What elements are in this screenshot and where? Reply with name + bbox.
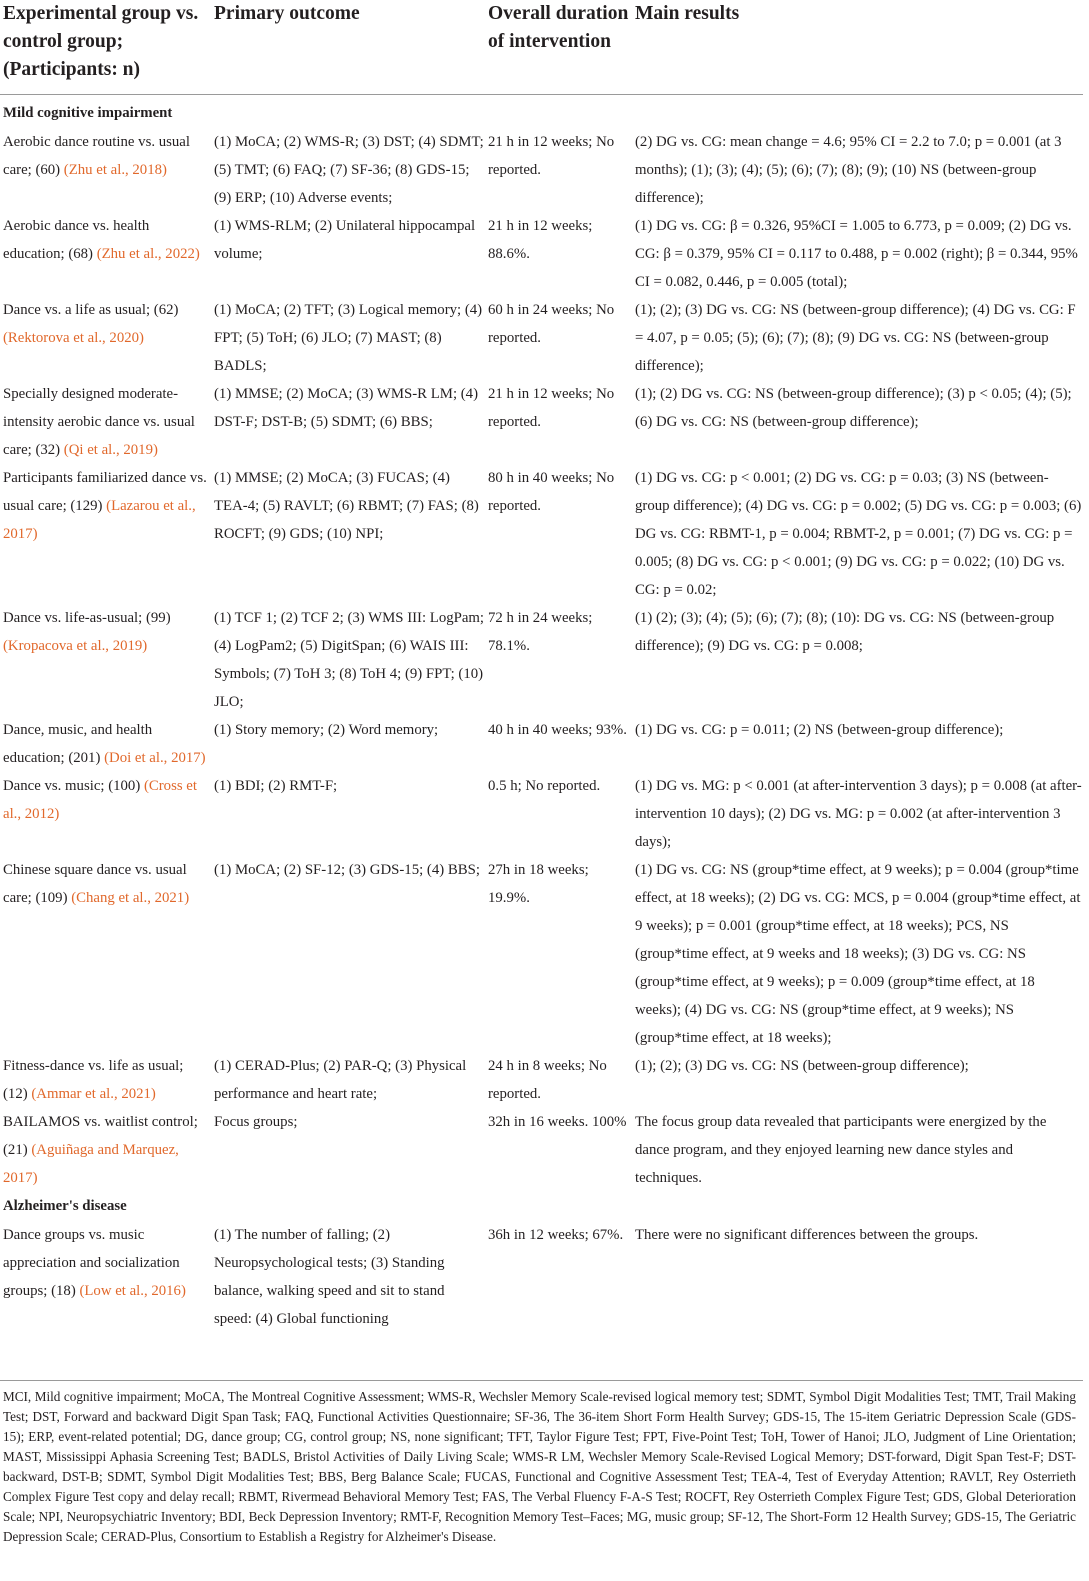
table-row bbox=[0, 1052, 1083, 1108]
table-divider bbox=[0, 1380, 1083, 1381]
cell-group bbox=[0, 464, 211, 604]
cell-outcome: (1) MoCA; (2) WMS-R; (3) DST; (4) SDMT; (5) TMT; (6) FAQ; (7) SF-36; (8) GDS-15; (9) ERP; (10) Adverse events; bbox=[214, 134, 484, 206]
cell-duration: 72 h in 24 weeks; 78.1%. bbox=[488, 610, 593, 654]
group-text: Participants familiarized dance vs. usual care; (129) bbox=[3, 470, 207, 514]
citation-link[interactable]: (Doi et al., 2017) bbox=[104, 750, 206, 766]
table-row bbox=[0, 128, 1083, 212]
citation-link[interactable]: (Zhu et al., 2018) bbox=[63, 162, 167, 178]
table-footnote: MCI, Mild cognitive impairment; MoCA, The Montreal Cognitive Assessment; WMS-R, Wechsler Memory Scale-revised logical memory test; SDMT, Symbol Digit Modalities Test; TMT, Trail Making Test; DST, Forward and backward Digit Span Task; FAQ, Functional Activities Questionnaire; SF-36, The 36-item Short Form Health Survey; GDS-15, The 15-item Geriatric Depression Scale (GDS-15); ERP, event-related potential; DG, dance group; CG, control group; NS, none significant; TFT, Taylor Figure Test; FPT, Five-Point Test; ToH, Tower of Hanoi; JLO, Judgment of Line Orientation; MAST, Mississippi Aphasia Screening Test; BADLS, Bristol Activities of Daily Living Scale; WMS-R LM, Wechsler Memory Scale-Revised Logical Memory; DST-forward, Digit Span Test-F; DST-backward, DST-B; SDMT, Symbol Digit Modalities Test; BBS, Berg Balance Scale; FUCAS, Functional and Cognitive Assessment Test; TEA-4, Test of Everyday Attention; RAVLT, Rey Osterrieth Complex Figure Test copy and delay recall; RBMT, Rivermead Behavioral Memory Test; FAS, The Verbal Fluency F-A-S Test; ROCFT, Rey Osterrieth Complex Figure Test; GDS, Global Deterioration Scale; NPI, Neuropsychiatric Inventory; BDI, Beck Depression Inventory; RMT-F, Recognition Memory Test–Faces; MG, music group; SF-12, The Short-Form 12 Health Survey; GDS-15, The Geriatric Depression Scale; CERAD-Plus, Consortium to Establish a Registry for Alzheimer's Disease. bbox=[3, 1389, 1076, 1544]
cell-duration: 0.5 h; No reported. bbox=[488, 778, 601, 794]
cell-outcome: (1) MoCA; (2) TFT; (3) Logical memory; (4) FPT; (5) ToH; (6) JLO; (7) MAST; (8) BADLS; bbox=[214, 302, 483, 374]
cell-outcome: (1) Story memory; (2) Word memory; bbox=[214, 722, 439, 738]
citation-link[interactable]: (Chang et al., 2021) bbox=[71, 890, 190, 906]
cell-duration: 21 h in 12 weeks; 88.6%. bbox=[488, 218, 593, 262]
cell-results: (1) DG vs. CG: p < 0.001; (2) DG vs. CG: p = 0.03; (3) NS (between-group difference); (4) DG vs. CG: p = 0.002; (5) DG vs. CG: p = 0.003; (6) DG vs. CG: RBMT-1, p = 0.004; RBMT-2, p = 0.001; (7) DG vs. CG: p = 0.005; (8) DG vs. CG: p < 0.001; (9) DG vs. CG: p = 0.022; (10) DG vs. CG: p = 0.02; bbox=[635, 470, 1082, 598]
table-row bbox=[0, 856, 1083, 1052]
section-row bbox=[0, 1192, 1083, 1221]
cell-group bbox=[0, 856, 211, 1052]
cell-results: There were no significant differences between the groups. bbox=[635, 1227, 979, 1243]
citation-link[interactable]: (Rektorova et al., 2020) bbox=[3, 330, 144, 346]
table-row bbox=[0, 296, 1083, 380]
cell-duration: 21 h in 12 weeks; No reported. bbox=[488, 134, 615, 178]
cell-group bbox=[0, 604, 211, 716]
citation-link[interactable]: (Lazarou et al., 2017) bbox=[3, 498, 196, 542]
section-row bbox=[0, 95, 1083, 129]
group-text: Dance vs. a life as usual; (62) bbox=[3, 302, 179, 318]
table-row bbox=[0, 380, 1083, 464]
cell-duration: 24 h in 8 weeks; No reported. bbox=[488, 1058, 607, 1102]
cell-group bbox=[0, 772, 211, 856]
cell-group bbox=[0, 212, 211, 296]
cell-duration: 21 h in 12 weeks; No reported. bbox=[488, 386, 615, 430]
cell-results: (1) (2); (3); (4); (5); (6); (7); (8); (10): DG vs. CG: NS (between-group difference); (9) DG vs. CG: p = 0.008; bbox=[635, 610, 1055, 654]
cell-outcome: (1) MMSE; (2) MoCA; (3) WMS-R LM; (4) DST-F; DST-B; (5) SDMT; (6) BBS; bbox=[214, 386, 479, 430]
section-title: Alzheimer's disease bbox=[3, 1198, 127, 1214]
cell-outcome: (1) MMSE; (2) MoCA; (3) FUCAS; (4) TEA-4; (5) RAVLT; (6) RBMT; (7) FAS; (8) ROCFT; (9) GDS; (10) NPI; bbox=[214, 470, 479, 542]
cell-results: (1); (2); (3) DG vs. CG: NS (between-group difference); (4) DG vs. CG: F = 4.07, p = 0.05; (5); (6); (7); (8); (9) DG vs. CG: NS (between-group difference); bbox=[635, 302, 1076, 374]
cell-duration: 40 h in 40 weeks; 93%. bbox=[488, 722, 627, 738]
table-row bbox=[0, 1108, 1083, 1192]
cell-outcome: (1) CERAD-Plus; (2) PAR-Q; (3) Physical performance and heart rate; bbox=[214, 1058, 467, 1102]
cell-outcome: (1) TCF 1; (2) TCF 2; (3) WMS III: LogPam; (4) LogPam2; (5) DigitSpan; (6) WAIS III: Symbols; (7) ToH 3; (8) ToH 4; (9) FPT; (10) JLO; bbox=[214, 610, 485, 710]
group-text: Specially designed moderate-intensity aerobic dance vs. usual care; (32) bbox=[3, 386, 195, 458]
cell-group bbox=[0, 716, 211, 772]
citation-link[interactable]: (Qi et al., 2019) bbox=[63, 442, 158, 458]
group-text: Aerobic dance vs. health education; (68) bbox=[3, 218, 150, 262]
group-text: Aerobic dance routine vs. usual care; (60) bbox=[3, 134, 190, 178]
group-text: Dance vs. music; (100) bbox=[3, 778, 141, 794]
cell-outcome: (1) MoCA; (2) SF-12; (3) GDS-15; (4) BBS; bbox=[214, 862, 480, 878]
table-row bbox=[0, 604, 1083, 716]
table-body bbox=[0, 95, 1083, 1334]
cell-results: The focus group data revealed that participants were energized by the dance program, and they enjoyed learning new dance styles and techniques. bbox=[635, 1114, 1047, 1186]
table-header-row bbox=[0, 0, 1083, 95]
header-group: Experimental group vs. control group; (Participants: n) bbox=[0, 0, 211, 95]
citation-link[interactable]: (Ammar et al., 2021) bbox=[31, 1086, 156, 1102]
cell-results: (1); (2) DG vs. CG: NS (between-group difference); (3) p < 0.05; (4); (5); (6) DG vs. CG: NS (between-group difference); bbox=[635, 386, 1072, 430]
section-title: Mild cognitive impairment bbox=[3, 105, 173, 121]
citation-link[interactable]: (Aguiñaga and Marquez, 2017) bbox=[3, 1142, 179, 1186]
cell-results: (1) DG vs. CG: NS (group*time effect, at 9 weeks); p = 0.004 (group*time effect, at 18 weeks); (2) DG vs. CG: MCS, p = 0.004 (group*time effect, at 9 weeks); p = 0.001 (group*time effect, at 18 weeks); PCS, NS (group*time effect, at 9 weeks and 18 weeks); (3) DG vs. CG: NS (group*time effect, at 9 weeks); p = 0.009 (group*time effect, at 18 weeks); (4) DG vs. CG: NS (group*time effect, at 9 weeks); NS (group*time effect, at 18 weeks); bbox=[635, 862, 1081, 1046]
citation-link[interactable]: (Kropacova et al., 2019) bbox=[3, 638, 148, 654]
group-text: Fitness-dance vs. life as usual; (12) bbox=[3, 1058, 184, 1102]
cell-outcome: (1) BDI; (2) RMT-F; bbox=[214, 778, 338, 794]
table-row bbox=[0, 772, 1083, 856]
group-text: Chinese square dance vs. usual care; (109) bbox=[3, 862, 187, 906]
cell-outcome: Focus groups; bbox=[214, 1114, 298, 1130]
cell-duration: 80 h in 40 weeks; No reported. bbox=[488, 470, 615, 514]
citation-link[interactable]: (Zhu et al., 2022) bbox=[96, 246, 200, 262]
cell-results: (1) DG vs. CG: p = 0.011; (2) NS (between-group difference); bbox=[635, 722, 1004, 738]
cell-group bbox=[0, 1108, 211, 1192]
header-outcome: Primary outcome bbox=[211, 0, 485, 95]
cell-results: (1) DG vs. MG: p < 0.001 (at after-intervention 3 days); p = 0.008 (at after-intervention 10 days); (2) DG vs. MG: p = 0.002 (at after-intervention 3 days); bbox=[635, 778, 1082, 850]
group-text: BAILAMOS vs. waitlist control; (21) bbox=[3, 1114, 198, 1158]
cell-results: (1) DG vs. CG: β = 0.326, 95%CI = 1.005 to 6.773, p = 0.009; (2) DG vs. CG: β = 0.379, 95% CI = 0.117 to 0.488, p = 0.002 (right); β = 0.344, 95% CI = 0.082, 0.446, p = 0.005 (total); bbox=[635, 218, 1078, 290]
cell-group bbox=[0, 128, 211, 212]
group-text: Dance vs. life-as-usual; (99) bbox=[3, 610, 171, 626]
cell-duration: 60 h in 24 weeks; No reported. bbox=[488, 302, 615, 346]
cell-group bbox=[0, 296, 211, 380]
cell-duration: 27h in 18 weeks; 19.9%. bbox=[488, 862, 589, 906]
cell-duration: 36h in 12 weeks; 67%. bbox=[488, 1227, 624, 1243]
table-row bbox=[0, 1221, 1083, 1333]
cell-group bbox=[0, 1052, 211, 1108]
group-text: Dance groups vs. music appreciation and socialization groups; (18) bbox=[3, 1227, 180, 1299]
cell-group bbox=[0, 380, 211, 464]
cell-group bbox=[0, 1221, 211, 1333]
cell-outcome: (1) The number of falling; (2) Neuropsychological tests; (3) Standing balance, walking speed and sit to stand speed: (4) Global functioning bbox=[214, 1227, 445, 1327]
citation-link[interactable]: (Cross et al., 2012) bbox=[3, 778, 197, 822]
cell-outcome: (1) WMS-RLM; (2) Unilateral hippocampal volume; bbox=[214, 218, 476, 262]
cell-duration: 32h in 16 weeks. 100% bbox=[488, 1114, 627, 1130]
header-duration: Overall duration of intervention bbox=[485, 0, 632, 95]
group-text: Dance, music, and health education; (201) bbox=[3, 722, 153, 766]
header-results: Main results bbox=[632, 0, 1083, 95]
table-row bbox=[0, 464, 1083, 604]
cell-results: (1); (2); (3) DG vs. CG: NS (between-group difference); bbox=[635, 1058, 969, 1074]
table-row bbox=[0, 716, 1083, 772]
citation-link[interactable]: (Low et al., 2016) bbox=[79, 1283, 186, 1299]
table-row bbox=[0, 212, 1083, 296]
cell-results: (2) DG vs. CG: mean change = 4.6; 95% CI = 2.2 to 7.0; p = 0.001 (at 3 months); (1); (3); (4); (5); (6); (7); (8); (9); (10) NS (between-group difference); bbox=[635, 134, 1062, 206]
